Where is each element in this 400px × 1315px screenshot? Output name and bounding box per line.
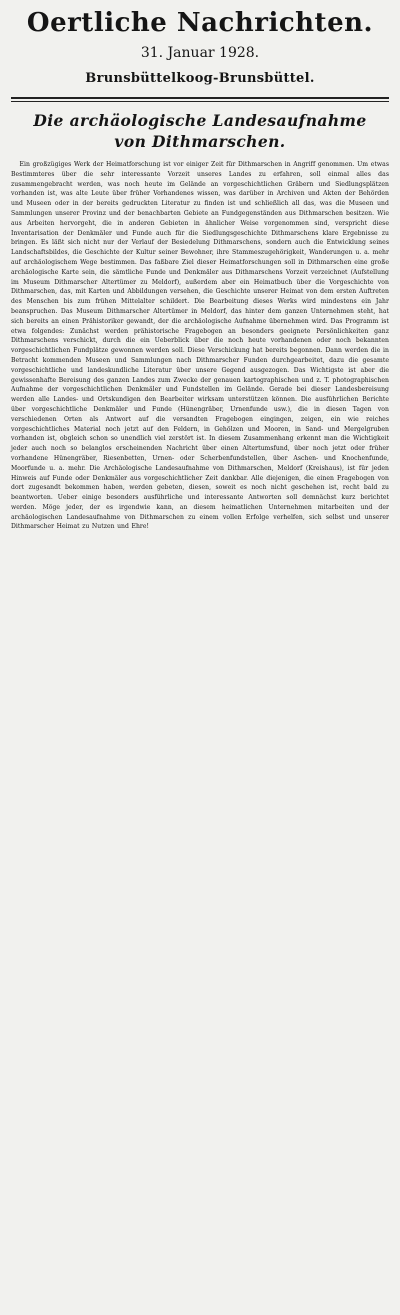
dateline-place: Brunsbüttelkoog-Brunsbüttel. — [85, 71, 315, 86]
issue-date: 31. Januar 1928. — [140, 45, 260, 61]
section-masthead: Oertliche Nachrichten. — [26, 8, 374, 38]
divider-rule — [11, 97, 389, 99]
article-body: Ein großzügiges Werk der Heimatforschung ist vor einiger Zeit für Dithmarschen in Angriff genommen. Um etwas Bestimmteres über die sehr interessante Vorzeit unseres Landes zu erfahren, soll einmal alles das zusammengebracht werden, was noch heute im Gelände an vorgeschichtlichen Gräbern und Siedlungsplätzen vorhanden ist, was alte Leute über früher Vorhandenes wissen, was darüber in Archiven und Akten der Behörden und Museen oder in der bereits gedruckten Literatur zu finden ist und schließlich all das, was die Museen und Sammlungen unserer Provinz und der benachbarten Gebiete an Fundgegenständen aus Dithmarschen besitzen. Wie aus Arbeiten hervorgeht, die in anderen Gebieten in ähnlicher Weise vorgenommen sind, verspricht diese Inventarisation der Denkmäler und Funde auch für die Siedlungsgeschichte Dithmarschens klare Ergebnisse zu bringen. Es läßt sich nicht nur der Verlauf der Besiedelung Dithmarschens, sondern auch die Entwicklung seines Landschaftsbildes, die Geschichte der Kultur seiner Bewohner, ihre Stammeszugehörigkeit, Wanderungen u. a. mehr auf archäologischem Wege bestimmen. Das faßbare Ziel dieser Heimatforschungen soll in Dithmarschen eine große archäologische Karte sein, die sämtliche Funde und Denkmäler aus Dithmarschens Vorzeit verzeichnet (Aufstellung im Museum Dithmarscher Altertümer zu Meldorf), außerdem aber ein Heimatbuch über die Vorgeschichte von Dithmarschen, das, mit Karten und Abbildungen versehen, die Geschichte unserer Heimat von dem ersten Auftreten des Menschen bis zum frühen Mittelalter schildert. Die Bearbeitung dieses Werks wird mindestens ein Jahr beanspruchen. Das Museum Dithmarscher Altertümer in Meldorf, das hinter dem ganzen Unternehmen steht, hat sich bereits an einen Prähistoriker gewandt, der die archäologische Aufnahme übernehmen wird. Das Programm ist etwa folgendes: Zunächst werden prähistorische Fragebogen an besonders geeignete Persönlichkeiten ganz Dithmarschens verschickt, durch die ein Ueberblick über die noch heute vorhandenen oder noch bekannten vorgeschichtlichen Fundplätze gewonnen werden soll. Diese Verschickung hat bereits begonnen. Dann werden die in Betracht kommenden Museen und Sammlungen nach Dithmarscher Funden durchgearbeitet, dazu die gesamte vorgeschichtliche und landeskundliche Literatur über unsere Gegend ausgezogen. Das Wichtigste ist aber die gewissenhafte Bereisung des ganzen Landes zum Zwecke der genauen kartographischen und z. T. photographischen Aufnahme der vorgeschichtlichen Denkmäler und Fundstellen im Gelände. Gerade bei dieser Landesbereisung werden alle Landes- und Ortskundigen den Bearbeiter wirksam unterstützen können. Die ausführlichen Berichte über vorgeschichtliche Denkmäler und Funde (Hünengräber, Urnenfunde usw.), die in diesen Tagen von verschiedenen Orten als Antwort auf die versandten Fragebogen eingingen, zeigen, ein wie reiches vorgeschichtliches Material noch jetzt auf den Feldern, in Gehölzen und Mooren, in Sand- und Mergelgruben vorhanden ist, obgleich schon so unendlich viel zerstört ist. In diesem Zusammenhang erkennt man die Wichtigkeit jeder auch noch so belanglos erscheinenden Nachricht über einen Altertumsfund, über noch jetzt oder früher vorhandene Hünengräber, Riesenbetten, Urnen- oder Scherbenfundstellen, über Aschen- und Knochenfunde, Moorfunde u. a. mehr. Die Archäologische Landesaufnahme von Dithmarschen, Meldorf (Kreishaus), ist für jeden Hinweis auf Funde oder Denkmäler aus vorgeschichtlicher Zeit dankbar. Alle diejenigen, die einen Fragebogen von dort zugesandt bekommen haben, werden gebeten, diesen, soweit es noch nicht geschehen ist, recht bald zu beantworten. Ueber einige besonders ausführliche und interessante Antworten soll demnächst kurz berichtet werden. Möge jeder, der es irgendwie kann, an diesem heimatlichen Unternehmen mitarbeiten und der archäologischen Landesaufnahme von Dithmarschen zu einem vollen Erfolge verhelfen, sich selbst und unserer Dithmarscher Heimat zu Nutzen und Ehre! — [11, 161, 389, 531]
article-title: Die archäologische Landesaufnahme von Dithmarschen. — [33, 111, 367, 151]
divider-rule-thin — [11, 101, 389, 102]
